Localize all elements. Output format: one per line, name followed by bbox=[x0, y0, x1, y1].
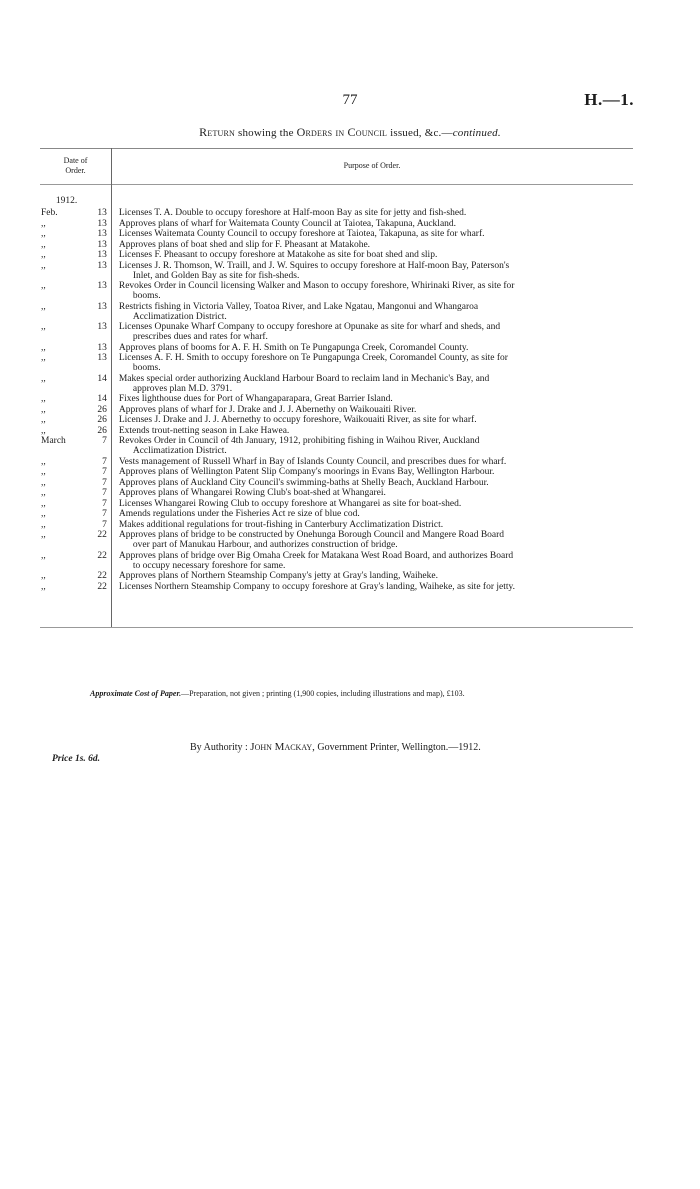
row-day: 13 bbox=[97, 353, 107, 363]
table-row bbox=[40, 322, 633, 342]
row-day: 7 bbox=[102, 456, 107, 467]
row-day: 14 bbox=[97, 373, 107, 384]
cost-note bbox=[90, 689, 465, 698]
purpose-text: Licenses T. A. Double to occupy foreshore at Half-moon Bay as site for jetty and fish-shed. bbox=[118, 208, 467, 218]
year-label: 1912. bbox=[55, 196, 78, 206]
row-day: 22 bbox=[97, 581, 107, 592]
authority-suffix: Government Printer, Wellington.—1912. bbox=[317, 742, 481, 753]
purpose-text: Extends trout-netting season in Lake Hawea. bbox=[118, 425, 290, 436]
row-day: 13 bbox=[97, 301, 107, 312]
table-row bbox=[40, 394, 633, 404]
row-day: 13 bbox=[97, 239, 107, 250]
table-row bbox=[40, 488, 633, 498]
row-purpose bbox=[119, 509, 633, 519]
table-row bbox=[40, 499, 633, 509]
row-day: 7 bbox=[102, 467, 107, 477]
row-purpose bbox=[119, 520, 633, 530]
title-orders: Orders in Council bbox=[296, 125, 388, 139]
purpose-text: Makes additional regulations for trout-fishing in Canterbury Acclimatization District. bbox=[118, 519, 444, 530]
row-purpose bbox=[119, 353, 633, 373]
table-row bbox=[40, 353, 633, 373]
purpose-text: Approves plans of wharf for Waitemata County Council at Taiotea, Takapuna, Auckland. bbox=[118, 218, 457, 229]
row-day: 22 bbox=[97, 571, 107, 581]
table-row bbox=[40, 302, 633, 322]
row-day: 7 bbox=[102, 509, 107, 519]
row-month: March bbox=[41, 436, 66, 446]
table-header-rule bbox=[40, 184, 633, 185]
authority-prefix: By Authority : bbox=[190, 742, 248, 753]
purpose-text: Licenses Opunake Wharf Company to occupy foreshore at Opunake as site for wharf and sheds, and bbox=[118, 322, 501, 332]
purpose-text: Amends regulations under the Fisheries Act re size of blue cod. bbox=[118, 509, 360, 519]
row-purpose bbox=[119, 571, 633, 581]
purpose-continuation: prescribes dues and rates for wharf. bbox=[132, 332, 268, 342]
row-day: 13 bbox=[97, 260, 107, 271]
row-purpose bbox=[119, 394, 633, 404]
purpose-text: Vests management of Russell Wharf in Bay of Islands County Council, and prescribes dues for wharf. bbox=[118, 456, 507, 467]
purpose-continuation: Acclimatization District. bbox=[132, 311, 227, 322]
row-purpose bbox=[119, 551, 633, 571]
row-month: ,, bbox=[41, 260, 46, 271]
title-continued: continued. bbox=[452, 127, 501, 139]
purpose-text: Fixes lighthouse dues for Port of Whangaparapara, Great Barrier Island. bbox=[118, 394, 393, 404]
table-row bbox=[40, 426, 633, 436]
row-day: 13 bbox=[97, 229, 107, 239]
row-month: ,, bbox=[41, 456, 46, 467]
page-title bbox=[0, 125, 700, 140]
date-column-header bbox=[40, 156, 111, 176]
row-day: 7 bbox=[102, 477, 107, 488]
table-row bbox=[40, 261, 633, 281]
table-body bbox=[40, 208, 633, 592]
row-purpose bbox=[119, 208, 633, 218]
row-month: ,, bbox=[41, 530, 46, 540]
purpose-text: Approves plans of Auckland City Council's swimming-baths at Shelly Beach, Auckland Harbour. bbox=[118, 477, 489, 488]
purpose-column-header: Purpose of Order. bbox=[343, 161, 401, 170]
row-purpose bbox=[119, 405, 633, 415]
purpose-continuation: to occupy necessary foreshore for same. bbox=[132, 560, 286, 571]
purpose-text: Licenses J. Drake and J. J. Abernethy to occupy foreshore, Waikouaiti River, as site for wharf. bbox=[118, 415, 477, 425]
purpose-text: Licenses Waitemata County Council to occupy foreshore at Taiotea, Takapuna, as site for wharf. bbox=[118, 229, 485, 239]
row-purpose bbox=[119, 478, 633, 488]
table-row bbox=[40, 571, 633, 581]
row-purpose bbox=[119, 374, 633, 394]
purpose-text: Licenses F. Pheasant to occupy foreshore at Matakohe as site for boat shed and slip. bbox=[118, 250, 438, 260]
purpose-text: Approves plans of bridge to be constructed by Onehunga Borough Council and Mangere Road Board bbox=[118, 530, 505, 540]
date-header-line2: Order. bbox=[65, 166, 86, 175]
purpose-continuation: booms. bbox=[132, 363, 161, 373]
row-purpose bbox=[119, 415, 633, 425]
printer-authority bbox=[190, 741, 481, 753]
purpose-text: Licenses Whangarei Rowing Club to occupy foreshore at Whangarei as site for boat-shed. bbox=[118, 498, 462, 509]
purpose-text: Makes special order authorizing Auckland Harbour Board to reclaim land in Mechanic's Bay, and bbox=[118, 373, 490, 384]
purpose-text: Approves plans of wharf for J. Drake and J. J. Abernethy on Waikouaiti River. bbox=[118, 404, 417, 415]
row-day: 7 bbox=[102, 488, 107, 498]
purpose-continuation: Inlet, and Golden Bay as site for fish-sheds. bbox=[132, 270, 300, 281]
purpose-text: Approves plans of Northern Steamship Company's jetty at Gray's landing, Waiheke. bbox=[118, 571, 438, 581]
row-purpose bbox=[119, 281, 633, 301]
purpose-continuation: booms. bbox=[132, 291, 161, 301]
row-purpose bbox=[119, 229, 633, 239]
row-month: ,, bbox=[41, 342, 46, 353]
row-day: 13 bbox=[97, 281, 107, 291]
row-month: ,, bbox=[41, 281, 46, 291]
purpose-continuation: Acclimatization District. bbox=[132, 446, 227, 456]
row-purpose bbox=[119, 240, 633, 250]
row-purpose bbox=[119, 582, 633, 592]
table-row bbox=[40, 208, 633, 218]
row-day: 7 bbox=[102, 519, 107, 530]
row-month: Feb. bbox=[41, 208, 58, 218]
purpose-text: Approves plans of boat shed and slip for F. Pheasant at Matakohe. bbox=[118, 239, 371, 250]
table-row bbox=[40, 374, 633, 394]
row-month: ,, bbox=[41, 415, 46, 425]
row-month: ,, bbox=[41, 322, 46, 332]
table-bottom-rule bbox=[40, 627, 633, 628]
row-month: ,, bbox=[41, 229, 46, 239]
row-month: ,, bbox=[41, 571, 46, 581]
purpose-text: Approves plans of booms for A. F. H. Smith on Te Pungapunga Creek, Coromandel County. bbox=[118, 342, 469, 353]
table-row bbox=[40, 436, 633, 456]
row-month: ,, bbox=[41, 498, 46, 509]
row-purpose bbox=[119, 322, 633, 342]
row-month: ,, bbox=[41, 373, 46, 384]
table-top-rule bbox=[40, 148, 633, 149]
row-day: 7 bbox=[102, 498, 107, 509]
row-day: 22 bbox=[97, 530, 107, 540]
row-day: 13 bbox=[97, 250, 107, 260]
row-day: 7 bbox=[102, 436, 107, 446]
table-row bbox=[40, 551, 633, 571]
table-row bbox=[40, 520, 633, 530]
row-day: 13 bbox=[97, 218, 107, 229]
table-row bbox=[40, 240, 633, 250]
purpose-text: Licenses Northern Steamship Company to occupy foreshore at Gray's landing, Waiheke, as site for jetty. bbox=[118, 581, 516, 592]
purpose-continuation: approves plan M.D. 3791. bbox=[132, 383, 233, 394]
row-day: 13 bbox=[97, 322, 107, 332]
table-row bbox=[40, 457, 633, 467]
table-row bbox=[40, 415, 633, 425]
row-day: 26 bbox=[97, 425, 107, 436]
purpose-text: Approves plans of Whangarei Rowing Club's boat-shed at Whangarei. bbox=[118, 488, 386, 498]
table-row bbox=[40, 582, 633, 592]
purpose-text: Revokes Order in Council licensing Walker and Mason to occupy foreshore, Whirinaki River, as site for bbox=[118, 281, 515, 291]
row-month: ,, bbox=[41, 477, 46, 488]
price-label: Price 1s. 6d. bbox=[52, 754, 101, 764]
table-row bbox=[40, 219, 633, 229]
date-header-line1: Date of bbox=[63, 156, 88, 165]
table-row bbox=[40, 229, 633, 239]
row-purpose bbox=[119, 250, 633, 260]
row-day: 22 bbox=[97, 550, 107, 561]
page-number: 77 bbox=[342, 92, 358, 108]
row-purpose bbox=[119, 530, 633, 550]
row-purpose bbox=[119, 499, 633, 509]
table-row bbox=[40, 530, 633, 550]
table-row bbox=[40, 509, 633, 519]
purpose-text: Restricts fishing in Victoria Valley, Toatoa River, and Lake Ngatau, Mangonui and Whangaroa bbox=[118, 301, 479, 312]
row-day: 14 bbox=[97, 394, 107, 404]
row-day: 13 bbox=[97, 342, 107, 353]
purpose-text: Licenses J. R. Thomson, W. Traill, and J. W. Squires to occupy foreshore at Half-moon Bay, Paterson's bbox=[118, 260, 510, 271]
cost-text: —Preparation, not given ; printing (1,900 copies, including illustrations and map), £103. bbox=[181, 689, 465, 698]
title-return: Return bbox=[199, 125, 236, 139]
row-purpose bbox=[119, 467, 633, 477]
row-month: ,, bbox=[41, 509, 46, 519]
table-row bbox=[40, 467, 633, 477]
row-purpose bbox=[119, 426, 633, 436]
row-purpose bbox=[119, 488, 633, 498]
printer-name: John Mackay, bbox=[250, 741, 315, 753]
document-code: H.—1. bbox=[584, 90, 634, 109]
row-day: 26 bbox=[97, 404, 107, 415]
purpose-text: Approves plans of Wellington Patent Slip Company's moorings in Evans Bay, Wellington Harbour. bbox=[118, 467, 495, 477]
purpose-continuation: over part of Manukau Harbour, and authorizes construction of bridge. bbox=[132, 540, 398, 550]
row-month: ,, bbox=[41, 353, 46, 363]
row-purpose bbox=[119, 219, 633, 229]
purpose-text: Licenses A. F. H. Smith to occupy foreshore on Te Pungapunga Creek, Coromandel County, as site for bbox=[118, 353, 508, 363]
table-row bbox=[40, 343, 633, 353]
purpose-text: Approves plans of bridge over Big Omaha Creek for Matakana West Road Board, and authorizes Board bbox=[118, 550, 514, 561]
row-month: ,, bbox=[41, 467, 46, 477]
row-purpose bbox=[119, 343, 633, 353]
table-row bbox=[40, 250, 633, 260]
row-month: ,, bbox=[41, 550, 46, 561]
cost-label: Approximate Cost of Paper. bbox=[90, 689, 182, 698]
row-month: ,, bbox=[41, 239, 46, 250]
purpose-text: Revokes Order in Council of 4th January, 1912, prohibiting fishing in Waihou River, Auckland bbox=[118, 436, 480, 446]
title-showing: showing the bbox=[238, 127, 294, 139]
row-month: ,, bbox=[41, 218, 46, 229]
row-purpose bbox=[119, 261, 633, 281]
row-day: 26 bbox=[97, 415, 107, 425]
row-purpose bbox=[119, 436, 633, 456]
row-purpose bbox=[119, 457, 633, 467]
row-month: ,, bbox=[41, 581, 46, 592]
row-month: ,, bbox=[41, 519, 46, 530]
row-month: ,, bbox=[41, 404, 46, 415]
row-month: ,, bbox=[41, 301, 46, 312]
row-month: ,, bbox=[41, 250, 46, 260]
row-month: ,, bbox=[41, 394, 46, 404]
table-row bbox=[40, 478, 633, 488]
row-purpose bbox=[119, 302, 633, 322]
title-issued: issued, &c.— bbox=[390, 127, 453, 139]
row-day: 13 bbox=[97, 208, 107, 218]
row-month: ,, bbox=[41, 425, 46, 436]
row-month: ,, bbox=[41, 488, 46, 498]
table-row bbox=[40, 405, 633, 415]
table-row bbox=[40, 281, 633, 301]
